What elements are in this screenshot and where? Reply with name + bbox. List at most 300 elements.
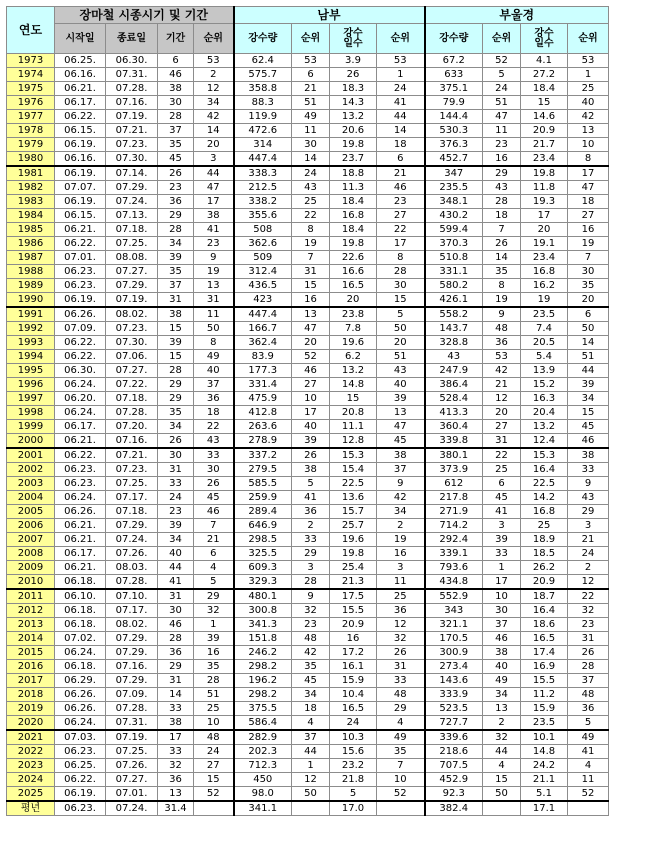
cell-south-rainfall: 447.4 bbox=[234, 307, 292, 322]
table-row bbox=[7, 463, 609, 477]
table-row bbox=[7, 124, 609, 138]
cell-end-date: 07.19. bbox=[106, 110, 158, 124]
cell-south-rain-days: 18.4 bbox=[330, 195, 377, 209]
table-row bbox=[7, 491, 609, 505]
avg-cell-period-rank bbox=[194, 801, 234, 816]
cell-bug-rain-days-rank: 5 bbox=[568, 716, 609, 731]
cell-bug-rain-days-rank: 52 bbox=[568, 787, 609, 802]
cell-bug-rain-days-rank: 1 bbox=[568, 68, 609, 82]
cell-period: 31 bbox=[158, 589, 194, 604]
cell-bug-rainfall: 580.2 bbox=[425, 279, 483, 293]
cell-south-rain-days: 15.7 bbox=[330, 505, 377, 519]
cell-bug-rainfall: 523.5 bbox=[425, 702, 483, 716]
cell-bug-rainfall: 633 bbox=[425, 68, 483, 82]
table-row bbox=[7, 745, 609, 759]
table-row bbox=[7, 716, 609, 731]
cell-end-date: 07.25. bbox=[106, 745, 158, 759]
cell-year: 1987 bbox=[7, 251, 55, 265]
cell-period-rank: 34 bbox=[194, 96, 234, 110]
cell-end-date: 07.22. bbox=[106, 378, 158, 392]
cell-year: 1974 bbox=[7, 68, 55, 82]
cell-south-rainfall-rank: 32 bbox=[292, 604, 330, 618]
cell-year: 2002 bbox=[7, 463, 55, 477]
cell-south-rainfall-rank: 20 bbox=[292, 336, 330, 350]
cell-end-date: 07.31. bbox=[106, 68, 158, 82]
cell-bug-rainfall-rank: 49 bbox=[483, 674, 521, 688]
header-jangma-period: 장마철 시종시기 및 기간 bbox=[55, 7, 234, 24]
cell-end-date: 07.17. bbox=[106, 604, 158, 618]
cell-period-rank: 18 bbox=[194, 406, 234, 420]
cell-start-date: 06.19. bbox=[55, 195, 106, 209]
cell-bug-rainfall-rank: 16 bbox=[483, 152, 521, 167]
cell-south-rain-days: 15.5 bbox=[330, 604, 377, 618]
header-busan-ulsan-gyeongnam: 부울경 bbox=[425, 7, 609, 24]
cell-south-rain-days-rank: 19 bbox=[377, 533, 425, 547]
cell-south-rainfall-rank: 49 bbox=[292, 110, 330, 124]
cell-bug-rain-days: 7.4 bbox=[521, 322, 568, 336]
cell-bug-rain-days: 24.2 bbox=[521, 759, 568, 773]
cell-period: 46 bbox=[158, 68, 194, 82]
cell-year: 2007 bbox=[7, 533, 55, 547]
cell-period: 32 bbox=[158, 759, 194, 773]
cell-bug-rain-days: 18.4 bbox=[521, 82, 568, 96]
cell-year: 1973 bbox=[7, 54, 55, 68]
cell-bug-rain-days: 26.2 bbox=[521, 561, 568, 575]
cell-south-rain-days-rank: 34 bbox=[377, 505, 425, 519]
cell-period: 39 bbox=[158, 519, 194, 533]
cell-south-rainfall: 447.4 bbox=[234, 152, 292, 167]
table-row bbox=[7, 392, 609, 406]
cell-bug-rain-days-rank: 8 bbox=[568, 152, 609, 167]
cell-bug-rain-days: 20.9 bbox=[521, 124, 568, 138]
cell-bug-rain-days: 18.7 bbox=[521, 589, 568, 604]
cell-bug-rainfall: 380.1 bbox=[425, 448, 483, 463]
cell-south-rainfall-rank: 41 bbox=[292, 491, 330, 505]
cell-year: 1999 bbox=[7, 420, 55, 434]
cell-start-date: 06.22. bbox=[55, 110, 106, 124]
cell-start-date: 06.21. bbox=[55, 434, 106, 449]
cell-period-rank: 38 bbox=[194, 209, 234, 223]
table-row bbox=[7, 589, 609, 604]
cell-south-rain-days: 25.4 bbox=[330, 561, 377, 575]
header-end-date: 종료일 bbox=[106, 24, 158, 54]
cell-period-rank: 39 bbox=[194, 632, 234, 646]
cell-bug-rainfall: 599.4 bbox=[425, 223, 483, 237]
cell-south-rainfall-rank: 36 bbox=[292, 505, 330, 519]
cell-south-rain-days: 23.7 bbox=[330, 152, 377, 167]
cell-south-rainfall-rank: 52 bbox=[292, 350, 330, 364]
table-row bbox=[7, 166, 609, 181]
cell-bug-rainfall-rank: 39 bbox=[483, 533, 521, 547]
table-row bbox=[7, 209, 609, 223]
cell-bug-rain-days: 11.8 bbox=[521, 181, 568, 195]
cell-south-rainfall: 331.4 bbox=[234, 378, 292, 392]
cell-south-rainfall-rank: 8 bbox=[292, 223, 330, 237]
cell-south-rain-days: 17.5 bbox=[330, 589, 377, 604]
cell-south-rain-days: 7.8 bbox=[330, 322, 377, 336]
cell-year: 1989 bbox=[7, 279, 55, 293]
cell-start-date: 06.18. bbox=[55, 618, 106, 632]
cell-bug-rain-days: 16.3 bbox=[521, 392, 568, 406]
cell-south-rain-days: 21.8 bbox=[330, 773, 377, 787]
header-bug-rain-days: 강수 일수 bbox=[521, 24, 568, 54]
table-row bbox=[7, 773, 609, 787]
cell-bug-rainfall-rank: 40 bbox=[483, 660, 521, 674]
cell-period-rank: 46 bbox=[194, 505, 234, 519]
cell-bug-rainfall: 528.4 bbox=[425, 392, 483, 406]
cell-end-date: 07.23. bbox=[106, 138, 158, 152]
cell-south-rain-days-rank: 37 bbox=[377, 463, 425, 477]
cell-bug-rainfall-rank: 17 bbox=[483, 575, 521, 590]
cell-south-rain-days: 26 bbox=[330, 68, 377, 82]
cell-year: 1992 bbox=[7, 322, 55, 336]
cell-end-date: 07.25. bbox=[106, 237, 158, 251]
cell-year: 2000 bbox=[7, 434, 55, 449]
cell-south-rain-days-rank: 42 bbox=[377, 491, 425, 505]
cell-start-date: 07.09. bbox=[55, 322, 106, 336]
cell-south-rain-days-rank: 1 bbox=[377, 68, 425, 82]
cell-south-rain-days: 24 bbox=[330, 716, 377, 731]
cell-period: 46 bbox=[158, 618, 194, 632]
cell-south-rain-days-rank: 15 bbox=[377, 293, 425, 308]
cell-south-rainfall-rank: 2 bbox=[292, 519, 330, 533]
cell-bug-rainfall: 386.4 bbox=[425, 378, 483, 392]
cell-south-rain-days-rank: 43 bbox=[377, 364, 425, 378]
cell-year: 1993 bbox=[7, 336, 55, 350]
cell-bug-rain-days-rank: 2 bbox=[568, 561, 609, 575]
cell-bug-rainfall: 273.4 bbox=[425, 660, 483, 674]
cell-bug-rain-days-rank: 16 bbox=[568, 223, 609, 237]
cell-south-rain-days: 16.8 bbox=[330, 209, 377, 223]
cell-start-date: 06.18. bbox=[55, 660, 106, 674]
cell-period-rank: 16 bbox=[194, 646, 234, 660]
cell-period-rank: 1 bbox=[194, 618, 234, 632]
cell-south-rain-days-rank: 20 bbox=[377, 336, 425, 350]
cell-period: 6 bbox=[158, 54, 194, 68]
cell-period: 15 bbox=[158, 322, 194, 336]
cell-period-rank: 36 bbox=[194, 392, 234, 406]
cell-bug-rain-days-rank: 46 bbox=[568, 434, 609, 449]
cell-bug-rain-days: 4.1 bbox=[521, 54, 568, 68]
cell-south-rain-days-rank: 47 bbox=[377, 420, 425, 434]
cell-bug-rain-days-rank: 37 bbox=[568, 674, 609, 688]
cell-south-rain-days: 19.6 bbox=[330, 336, 377, 350]
cell-south-rainfall: 355.6 bbox=[234, 209, 292, 223]
cell-bug-rainfall: 452.7 bbox=[425, 152, 483, 167]
cell-bug-rain-days-rank: 15 bbox=[568, 406, 609, 420]
cell-south-rain-days-rank: 21 bbox=[377, 166, 425, 181]
cell-south-rainfall-rank: 3 bbox=[292, 561, 330, 575]
cell-bug-rainfall: 413.3 bbox=[425, 406, 483, 420]
cell-period: 17 bbox=[158, 730, 194, 745]
cell-south-rain-days-rank: 29 bbox=[377, 702, 425, 716]
cell-south-rainfall: 298.2 bbox=[234, 660, 292, 674]
cell-south-rainfall-rank: 47 bbox=[292, 322, 330, 336]
cell-south-rainfall-rank: 50 bbox=[292, 787, 330, 802]
cell-south-rain-days-rank: 36 bbox=[377, 604, 425, 618]
cell-start-date: 06.17. bbox=[55, 96, 106, 110]
cell-year: 2005 bbox=[7, 505, 55, 519]
cell-end-date: 07.28. bbox=[106, 82, 158, 96]
cell-bug-rain-days: 27.2 bbox=[521, 68, 568, 82]
table-row bbox=[7, 279, 609, 293]
cell-start-date: 06.25. bbox=[55, 759, 106, 773]
cell-south-rain-days-rank: 25 bbox=[377, 589, 425, 604]
cell-south-rain-days: 19.6 bbox=[330, 533, 377, 547]
cell-end-date: 07.19. bbox=[106, 293, 158, 308]
cell-bug-rainfall: 530.3 bbox=[425, 124, 483, 138]
cell-end-date: 07.21. bbox=[106, 124, 158, 138]
cell-bug-rainfall-rank: 7 bbox=[483, 223, 521, 237]
cell-south-rain-days: 21.3 bbox=[330, 575, 377, 590]
cell-south-rainfall-rank: 53 bbox=[292, 54, 330, 68]
table-row bbox=[7, 759, 609, 773]
cell-south-rain-days: 3.9 bbox=[330, 54, 377, 68]
cell-bug-rain-days-rank: 3 bbox=[568, 519, 609, 533]
cell-south-rainfall: 362.4 bbox=[234, 336, 292, 350]
cell-bug-rainfall: 375.1 bbox=[425, 82, 483, 96]
cell-period: 40 bbox=[158, 547, 194, 561]
cell-south-rainfall-rank: 18 bbox=[292, 702, 330, 716]
cell-start-date: 06.19. bbox=[55, 293, 106, 308]
table-row bbox=[7, 787, 609, 802]
cell-period: 31 bbox=[158, 293, 194, 308]
cell-south-rainfall-rank: 30 bbox=[292, 138, 330, 152]
cell-period-rank: 51 bbox=[194, 688, 234, 702]
header-bug-rainfall-rank: 순위 bbox=[483, 24, 521, 54]
cell-south-rain-days: 17.2 bbox=[330, 646, 377, 660]
cell-bug-rainfall-rank: 38 bbox=[483, 646, 521, 660]
cell-period-rank: 11 bbox=[194, 307, 234, 322]
cell-end-date: 07.20. bbox=[106, 420, 158, 434]
table-row bbox=[7, 604, 609, 618]
cell-end-date: 07.10. bbox=[106, 589, 158, 604]
cell-south-rain-days-rank: 28 bbox=[377, 265, 425, 279]
avg-cell-end-date: 07.24. bbox=[106, 801, 158, 816]
cell-south-rain-days-rank: 35 bbox=[377, 745, 425, 759]
cell-period: 28 bbox=[158, 223, 194, 237]
cell-period-rank: 42 bbox=[194, 110, 234, 124]
cell-south-rain-days-rank: 50 bbox=[377, 322, 425, 336]
cell-bug-rain-days-rank: 38 bbox=[568, 448, 609, 463]
cell-south-rain-days-rank: 24 bbox=[377, 82, 425, 96]
cell-end-date: 07.23. bbox=[106, 322, 158, 336]
cell-south-rainfall: 259.9 bbox=[234, 491, 292, 505]
cell-bug-rainfall: 144.4 bbox=[425, 110, 483, 124]
cell-period: 30 bbox=[158, 604, 194, 618]
cell-bug-rain-days: 14.8 bbox=[521, 745, 568, 759]
cell-bug-rain-days-rank: 33 bbox=[568, 463, 609, 477]
cell-south-rain-days: 16.6 bbox=[330, 265, 377, 279]
cell-period-rank: 52 bbox=[194, 787, 234, 802]
cell-period: 28 bbox=[158, 632, 194, 646]
avg-cell-south-rain-days: 17.0 bbox=[330, 801, 377, 816]
cell-bug-rainfall-rank: 36 bbox=[483, 336, 521, 350]
cell-period: 34 bbox=[158, 533, 194, 547]
cell-bug-rain-days: 15.3 bbox=[521, 448, 568, 463]
cell-bug-rain-days-rank: 23 bbox=[568, 618, 609, 632]
cell-end-date: 08.02. bbox=[106, 307, 158, 322]
cell-south-rain-days: 13.2 bbox=[330, 364, 377, 378]
cell-bug-rain-days-rank: 29 bbox=[568, 505, 609, 519]
cell-period-rank: 4 bbox=[194, 561, 234, 575]
cell-period: 23 bbox=[158, 505, 194, 519]
cell-bug-rain-days: 20.5 bbox=[521, 336, 568, 350]
table-row bbox=[7, 138, 609, 152]
cell-period-rank: 47 bbox=[194, 181, 234, 195]
cell-period: 26 bbox=[158, 166, 194, 181]
table-row bbox=[7, 378, 609, 392]
cell-south-rainfall: 712.3 bbox=[234, 759, 292, 773]
cell-south-rainfall-rank: 24 bbox=[292, 166, 330, 181]
cell-south-rain-days-rank: 12 bbox=[377, 618, 425, 632]
cell-south-rain-days: 10.4 bbox=[330, 688, 377, 702]
cell-start-date: 06.17. bbox=[55, 420, 106, 434]
cell-bug-rain-days-rank: 41 bbox=[568, 745, 609, 759]
cell-south-rainfall-rank: 29 bbox=[292, 547, 330, 561]
cell-period-rank: 27 bbox=[194, 759, 234, 773]
avg-cell-period: 31.4 bbox=[158, 801, 194, 816]
cell-south-rainfall: 509 bbox=[234, 251, 292, 265]
cell-start-date: 06.30. bbox=[55, 364, 106, 378]
cell-period-rank: 53 bbox=[194, 54, 234, 68]
cell-bug-rainfall: 370.3 bbox=[425, 237, 483, 251]
cell-south-rainfall: 119.9 bbox=[234, 110, 292, 124]
cell-end-date: 07.01. bbox=[106, 787, 158, 802]
cell-bug-rain-days: 16.4 bbox=[521, 604, 568, 618]
cell-period: 38 bbox=[158, 716, 194, 731]
cell-bug-rain-days: 18.5 bbox=[521, 547, 568, 561]
cell-south-rainfall: 279.5 bbox=[234, 463, 292, 477]
table-row bbox=[7, 195, 609, 209]
cell-period: 15 bbox=[158, 350, 194, 364]
cell-bug-rain-days-rank: 42 bbox=[568, 110, 609, 124]
cell-south-rainfall: 338.3 bbox=[234, 166, 292, 181]
cell-period-rank: 24 bbox=[194, 745, 234, 759]
cell-start-date: 06.23. bbox=[55, 463, 106, 477]
cell-bug-rainfall: 79.9 bbox=[425, 96, 483, 110]
cell-bug-rainfall: 727.7 bbox=[425, 716, 483, 731]
cell-period-rank: 43 bbox=[194, 434, 234, 449]
avg-cell-south-rainfall: 341.1 bbox=[234, 801, 292, 816]
cell-period: 33 bbox=[158, 702, 194, 716]
cell-bug-rainfall-rank: 26 bbox=[483, 237, 521, 251]
cell-bug-rainfall: 92.3 bbox=[425, 787, 483, 802]
cell-bug-rainfall: 331.1 bbox=[425, 265, 483, 279]
cell-period-rank: 48 bbox=[194, 730, 234, 745]
cell-year: 2015 bbox=[7, 646, 55, 660]
cell-year: 1979 bbox=[7, 138, 55, 152]
cell-period: 38 bbox=[158, 82, 194, 96]
table-row bbox=[7, 322, 609, 336]
cell-south-rainfall: 575.7 bbox=[234, 68, 292, 82]
cell-south-rainfall: 88.3 bbox=[234, 96, 292, 110]
cell-bug-rain-days-rank: 4 bbox=[568, 759, 609, 773]
cell-bug-rain-days-rank: 51 bbox=[568, 350, 609, 364]
cell-south-rainfall-rank: 37 bbox=[292, 730, 330, 745]
cell-bug-rainfall-rank: 52 bbox=[483, 54, 521, 68]
cell-bug-rainfall-rank: 9 bbox=[483, 307, 521, 322]
cell-bug-rain-days-rank: 14 bbox=[568, 336, 609, 350]
table-row bbox=[7, 82, 609, 96]
cell-south-rainfall: 337.2 bbox=[234, 448, 292, 463]
cell-bug-rainfall-rank: 42 bbox=[483, 364, 521, 378]
table-row bbox=[7, 730, 609, 745]
cell-end-date: 07.24. bbox=[106, 533, 158, 547]
cell-south-rain-days-rank: 53 bbox=[377, 54, 425, 68]
cell-end-date: 07.18. bbox=[106, 392, 158, 406]
cell-start-date: 06.15. bbox=[55, 124, 106, 138]
cell-year: 1980 bbox=[7, 152, 55, 167]
cell-year: 1976 bbox=[7, 96, 55, 110]
cell-south-rainfall-rank: 45 bbox=[292, 674, 330, 688]
cell-south-rain-days: 14.8 bbox=[330, 378, 377, 392]
cell-year: 1981 bbox=[7, 166, 55, 181]
cell-south-rain-days: 23.8 bbox=[330, 307, 377, 322]
cell-year: 2012 bbox=[7, 604, 55, 618]
cell-south-rainfall-rank: 12 bbox=[292, 773, 330, 787]
cell-south-rainfall-rank: 1 bbox=[292, 759, 330, 773]
cell-end-date: 07.26. bbox=[106, 547, 158, 561]
cell-period: 31 bbox=[158, 463, 194, 477]
cell-south-rainfall: 177.3 bbox=[234, 364, 292, 378]
cell-bug-rain-days-rank: 13 bbox=[568, 124, 609, 138]
cell-bug-rain-days-rank: 20 bbox=[568, 293, 609, 308]
cell-bug-rain-days: 23.5 bbox=[521, 716, 568, 731]
cell-period: 31 bbox=[158, 674, 194, 688]
cell-south-rainfall: 450 bbox=[234, 773, 292, 787]
cell-south-rain-days: 16.5 bbox=[330, 279, 377, 293]
cell-period-rank: 40 bbox=[194, 364, 234, 378]
cell-south-rain-days: 15.4 bbox=[330, 463, 377, 477]
cell-south-rainfall-rank: 25 bbox=[292, 195, 330, 209]
cell-south-rain-days: 23.2 bbox=[330, 759, 377, 773]
cell-south-rain-days: 15.3 bbox=[330, 448, 377, 463]
cell-south-rainfall-rank: 17 bbox=[292, 406, 330, 420]
table-row bbox=[7, 110, 609, 124]
cell-start-date: 06.24. bbox=[55, 491, 106, 505]
table-row bbox=[7, 223, 609, 237]
cell-bug-rain-days: 18.9 bbox=[521, 533, 568, 547]
cell-start-date: 06.23. bbox=[55, 745, 106, 759]
cell-south-rainfall-rank: 19 bbox=[292, 237, 330, 251]
cell-start-date: 06.17. bbox=[55, 547, 106, 561]
cell-start-date: 06.26. bbox=[55, 505, 106, 519]
cell-bug-rain-days: 19.3 bbox=[521, 195, 568, 209]
cell-south-rainfall: 151.8 bbox=[234, 632, 292, 646]
cell-end-date: 07.30. bbox=[106, 152, 158, 167]
table-row bbox=[7, 96, 609, 110]
cell-bug-rainfall: 67.2 bbox=[425, 54, 483, 68]
avg-cell-year: 평년 bbox=[7, 801, 55, 816]
cell-year: 2003 bbox=[7, 477, 55, 491]
cell-bug-rainfall: 143.6 bbox=[425, 674, 483, 688]
table-row bbox=[7, 420, 609, 434]
monsoon-table-container bbox=[6, 6, 609, 816]
cell-bug-rainfall: 612 bbox=[425, 477, 483, 491]
cell-south-rainfall: 314 bbox=[234, 138, 292, 152]
cell-start-date: 06.21. bbox=[55, 561, 106, 575]
cell-period-rank: 9 bbox=[194, 251, 234, 265]
cell-year: 2001 bbox=[7, 448, 55, 463]
table-row bbox=[7, 293, 609, 308]
cell-period-rank: 14 bbox=[194, 124, 234, 138]
cell-bug-rain-days-rank: 39 bbox=[568, 378, 609, 392]
cell-year: 1990 bbox=[7, 293, 55, 308]
cell-start-date: 06.24. bbox=[55, 646, 106, 660]
cell-bug-rainfall-rank: 13 bbox=[483, 702, 521, 716]
cell-year: 2004 bbox=[7, 491, 55, 505]
